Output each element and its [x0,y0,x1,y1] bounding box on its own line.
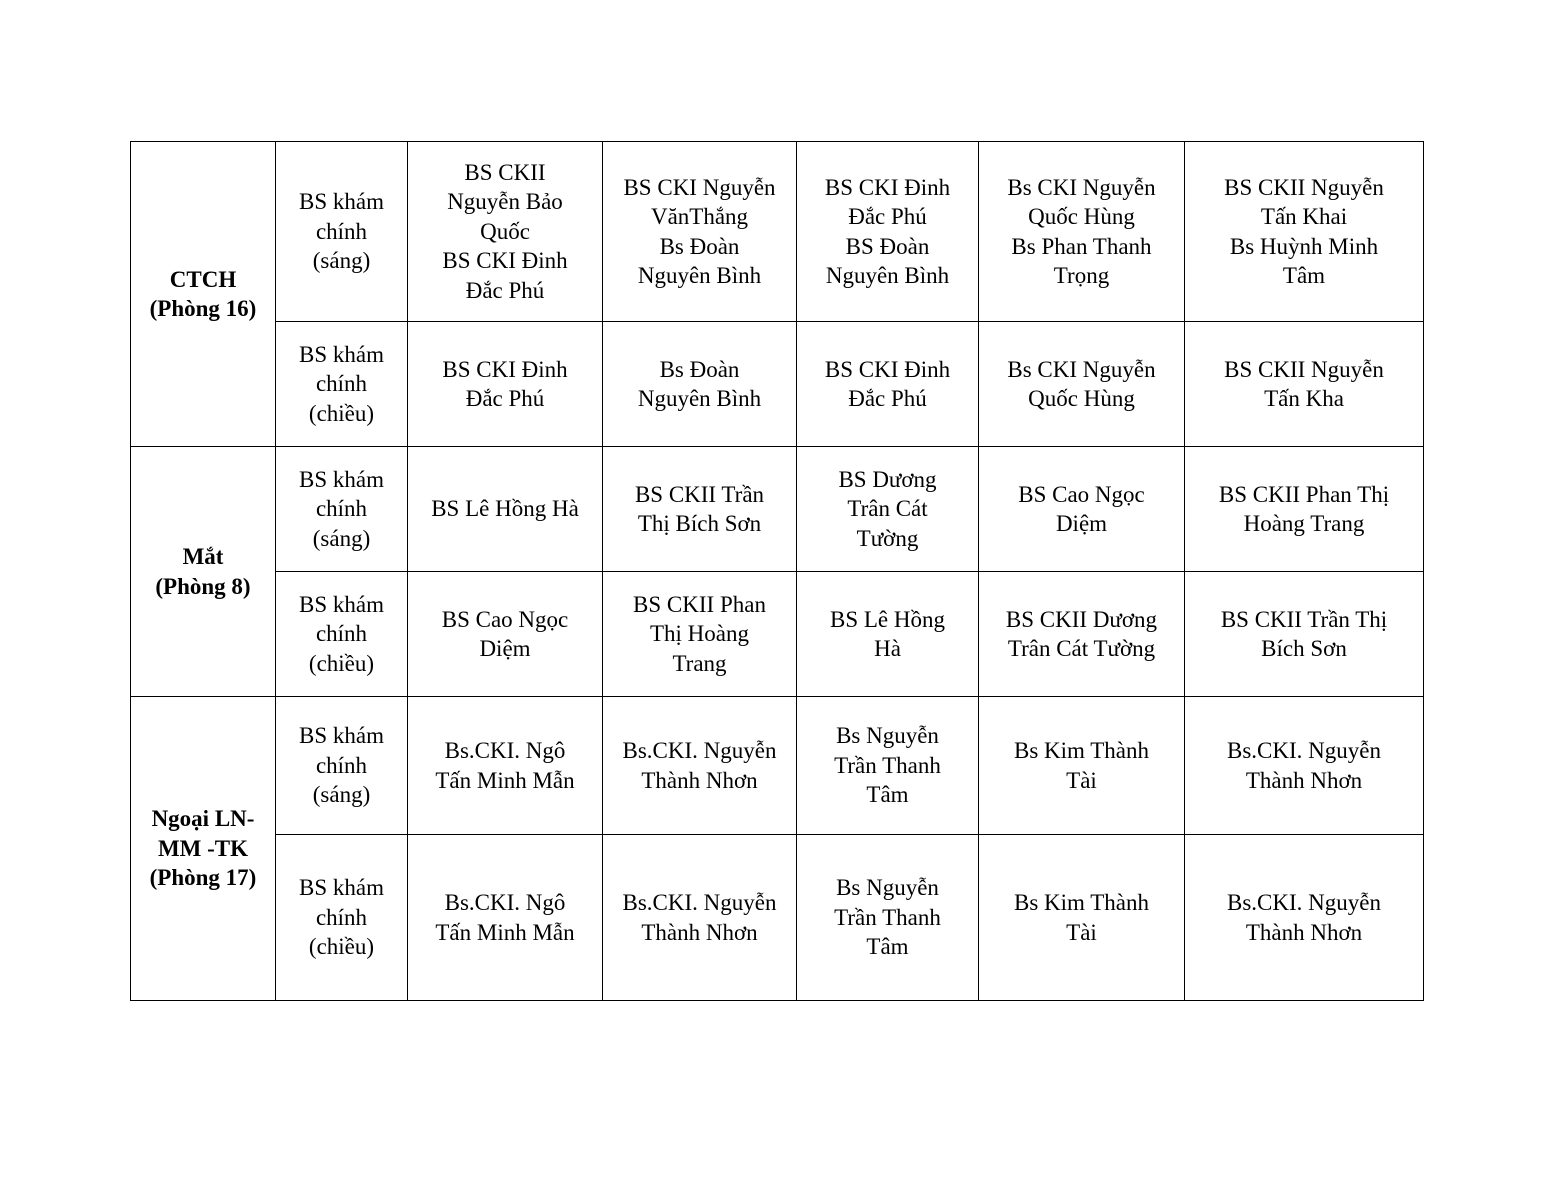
doctor-cell: Bs CKI Nguyễn Quốc Hùng Bs Phan Thanh Trọng [979,142,1185,322]
doctor-cell: BS CKI Đinh Đắc Phú BS Đoàn Nguyên Bình [797,142,979,322]
doctor-cell: BS Dương Trân Cát Tường [797,447,979,572]
doctor-cell: BS Lê Hồng Hà [797,572,979,697]
schedule-table [130,141,1424,1001]
doctor-cell: Bs Kim Thành Tài [979,835,1185,1001]
table-row [131,697,1424,835]
doctor-cell: BS CKII Phan Thị Hoàng Trang [1185,447,1424,572]
doctor-cell: BS CKII Dương Trân Cát Tường [979,572,1185,697]
doctor-cell: BS CKI Đinh Đắc Phú [797,322,979,447]
doctor-cell: BS CKII Phan Thị Hoàng Trang [603,572,797,697]
table-row [131,142,1424,322]
department-cell: Mắt (Phòng 8) [131,447,276,697]
doctor-cell: BS CKII Trần Thị Bích Sơn [603,447,797,572]
table-row [131,322,1424,447]
doctor-cell: Bs Nguyễn Trần Thanh Tâm [797,697,979,835]
shift-label-cell: BS khám chính (chiều) [276,322,408,447]
doctor-cell: Bs.CKI. Nguyễn Thành Nhơn [603,697,797,835]
shift-label-cell: BS khám chính (chiều) [276,835,408,1001]
doctor-cell: BS CKII Trần Thị Bích Sơn [1185,572,1424,697]
department-cell: CTCH (Phòng 16) [131,142,276,447]
doctor-cell: Bs CKI Nguyễn Quốc Hùng [979,322,1185,447]
doctor-cell: Bs.CKI. Nguyễn Thành Nhơn [1185,697,1424,835]
shift-label-cell: BS khám chính (sáng) [276,697,408,835]
shift-label-cell: BS khám chính (chiều) [276,572,408,697]
table-row [131,835,1424,1001]
shift-label-cell: BS khám chính (sáng) [276,447,408,572]
doctor-cell: Bs.CKI. Ngô Tấn Minh Mẫn [408,697,603,835]
doctor-cell: BS Cao Ngọc Diệm [979,447,1185,572]
shift-label-cell: BS khám chính (sáng) [276,142,408,322]
doctor-cell: BS CKII Nguyễn Tấn Khai Bs Huỳnh Minh Tâm [1185,142,1424,322]
table-row [131,447,1424,572]
doctor-cell: BS CKI Nguyễn VănThắng Bs Đoàn Nguyên Bình [603,142,797,322]
doctor-cell: Bs Nguyễn Trần Thanh Tâm [797,835,979,1001]
doctor-cell: Bs Đoàn Nguyên Bình [603,322,797,447]
department-cell: Ngoại LN- MM -TK (Phòng 17) [131,697,276,1001]
doctor-cell: BS Cao Ngọc Diệm [408,572,603,697]
doctor-cell: BS CKII Nguyễn Tấn Kha [1185,322,1424,447]
doctor-cell: Bs.CKI. Nguyễn Thành Nhơn [1185,835,1424,1001]
doctor-cell: Bs.CKI. Nguyễn Thành Nhơn [603,835,797,1001]
doctor-cell: Bs Kim Thành Tài [979,697,1185,835]
doctor-cell: BS CKII Nguyễn Bảo Quốc BS CKI Đinh Đắc Phú [408,142,603,322]
table-row [131,572,1424,697]
doctor-cell: Bs.CKI. Ngô Tấn Minh Mẫn [408,835,603,1001]
doctor-cell: BS CKI Đinh Đắc Phú [408,322,603,447]
doctor-cell: BS Lê Hồng Hà [408,447,603,572]
